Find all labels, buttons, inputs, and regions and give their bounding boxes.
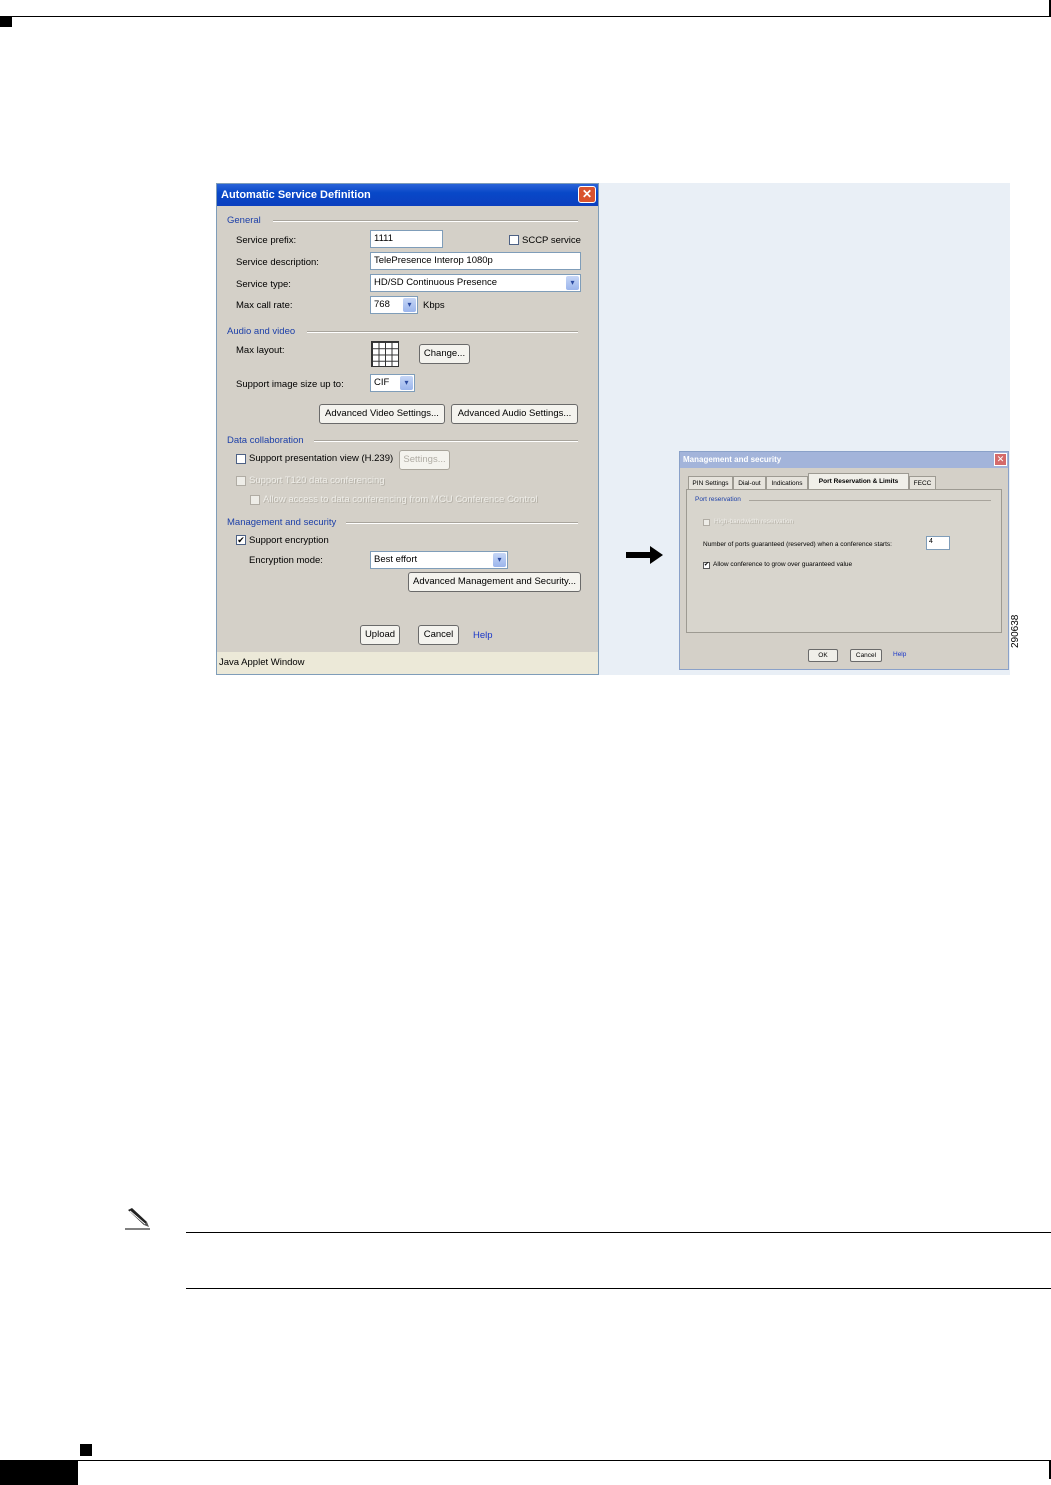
service-prefix-label: Service prefix: — [236, 235, 297, 246]
service-type-label: Service type: — [236, 279, 291, 290]
footer-page-block — [0, 1461, 78, 1485]
mgmt-help-link[interactable]: Help — [893, 651, 907, 658]
allow-grow-checkbox[interactable]: ✔ — [704, 562, 710, 568]
status-bar: Java Applet Window — [217, 652, 598, 674]
header-corner-mark — [0, 17, 12, 27]
max-call-rate-label: Max call rate: — [236, 300, 293, 311]
encryption-mode-label: Encryption mode: — [249, 555, 323, 566]
management-security-dialog — [679, 451, 1009, 670]
header-rule — [0, 16, 1051, 17]
allow-access-label: Allow access to data conferencing from MCU Conference Control — [263, 494, 538, 505]
sccp-service-checkbox[interactable] — [509, 235, 519, 245]
kbps-unit-label: Kbps — [423, 300, 445, 311]
image-size-value: CIF — [374, 377, 390, 388]
layout-grid-icon — [371, 341, 399, 367]
section-management-security: Management and security — [227, 517, 337, 528]
t120-label: Support T120 data conferencing — [249, 475, 385, 486]
presentation-view-checkbox[interactable] — [236, 454, 246, 464]
screenshot-figure — [216, 183, 1010, 675]
t120-checkbox[interactable] — [236, 476, 246, 486]
chevron-down-icon[interactable]: ▾ — [493, 553, 506, 567]
max-call-rate-value: 768 — [374, 299, 390, 310]
mgmt-cancel-button[interactable]: Cancel — [850, 649, 882, 662]
chevron-down-icon[interactable]: ▾ — [400, 376, 413, 390]
ok-button[interactable]: OK — [808, 649, 838, 662]
close-icon[interactable]: ✕ — [994, 453, 1007, 466]
high-bandwidth-checkbox[interactable] — [703, 519, 710, 526]
port-reservation-panel — [686, 489, 1002, 633]
support-encryption-checkbox[interactable]: ✔ — [237, 535, 245, 545]
section-divider — [749, 500, 991, 501]
close-icon[interactable]: ✕ — [578, 186, 596, 203]
high-bandwidth-label: High-bandwidth reservation — [714, 518, 794, 525]
service-type-value: HD/SD Continuous Presence — [374, 277, 498, 288]
dialog-title: Automatic Service Definition — [217, 184, 598, 206]
allow-grow-label: Allow conference to grow over guaranteed value — [713, 561, 853, 568]
section-data-collaboration: Data collaboration — [227, 435, 304, 446]
pencil-icon — [123, 1206, 151, 1230]
advanced-management-security-button[interactable]: Advanced Management and Security... — [408, 572, 581, 592]
encryption-mode-value: Best effort — [374, 554, 418, 565]
note-top-rule — [186, 1232, 1051, 1233]
ports-guaranteed-label: Number of ports guaranteed (reserved) when a conference starts: — [703, 541, 892, 548]
service-prefix-input[interactable]: 1111 — [370, 230, 443, 248]
chevron-down-icon[interactable]: ▾ — [566, 276, 579, 290]
section-divider — [346, 522, 578, 524]
footer-rule — [0, 1460, 1051, 1461]
section-audio-video: Audio and video — [227, 326, 296, 337]
advanced-video-settings-button[interactable]: Advanced Video Settings... — [319, 404, 445, 424]
max-layout-label: Max layout: — [236, 345, 285, 356]
presentation-view-label: Support presentation view (H.239) — [249, 453, 394, 464]
mgmt-dialog-title: Management and security — [680, 452, 1008, 468]
section-divider — [307, 331, 578, 333]
chevron-down-icon[interactable]: ▾ — [403, 298, 416, 312]
tab-port-reservation-limits[interactable]: Port Reservation & Limits — [808, 473, 909, 489]
support-encryption-label: Support encryption — [249, 535, 329, 546]
service-type-select[interactable] — [370, 274, 581, 292]
service-description-input[interactable]: TelePresence Interop 1080p — [370, 252, 581, 270]
arrow-right-icon-head — [650, 546, 663, 564]
port-reservation-section: Port reservation — [695, 496, 741, 503]
max-call-rate-select[interactable] — [370, 296, 418, 314]
encryption-mode-select[interactable] — [370, 551, 508, 569]
section-divider — [314, 440, 578, 442]
tab-dial-out[interactable]: Dial-out — [733, 476, 766, 489]
presentation-settings-button[interactable]: Settings... — [399, 450, 450, 470]
tab-pin-settings[interactable]: PIN Settings — [688, 476, 733, 489]
cancel-button[interactable]: Cancel — [418, 625, 459, 645]
advanced-audio-settings-button[interactable]: Advanced Audio Settings... — [451, 404, 578, 424]
figure-id: 290638 — [1010, 614, 1021, 648]
change-layout-button[interactable]: Change... — [419, 344, 470, 364]
allow-access-checkbox[interactable] — [250, 495, 260, 505]
image-size-label: Support image size up to: — [236, 379, 344, 390]
tab-indications[interactable]: Indications — [766, 476, 808, 489]
section-general: General — [227, 215, 261, 226]
upload-button[interactable]: Upload — [360, 625, 400, 645]
image-size-select[interactable] — [370, 374, 415, 392]
tab-fecc[interactable]: FECC — [909, 476, 936, 489]
section-divider — [273, 220, 578, 222]
sccp-service-label: SCCP service — [522, 235, 581, 246]
service-description-label: Service description: — [236, 257, 319, 268]
footer-mark — [80, 1444, 92, 1456]
automatic-service-definition-dialog — [216, 183, 599, 675]
ports-guaranteed-input[interactable]: 4 — [926, 536, 950, 550]
note-bottom-rule — [186, 1288, 1051, 1289]
arrow-right-icon — [626, 552, 652, 558]
help-link[interactable]: Help — [473, 630, 493, 641]
